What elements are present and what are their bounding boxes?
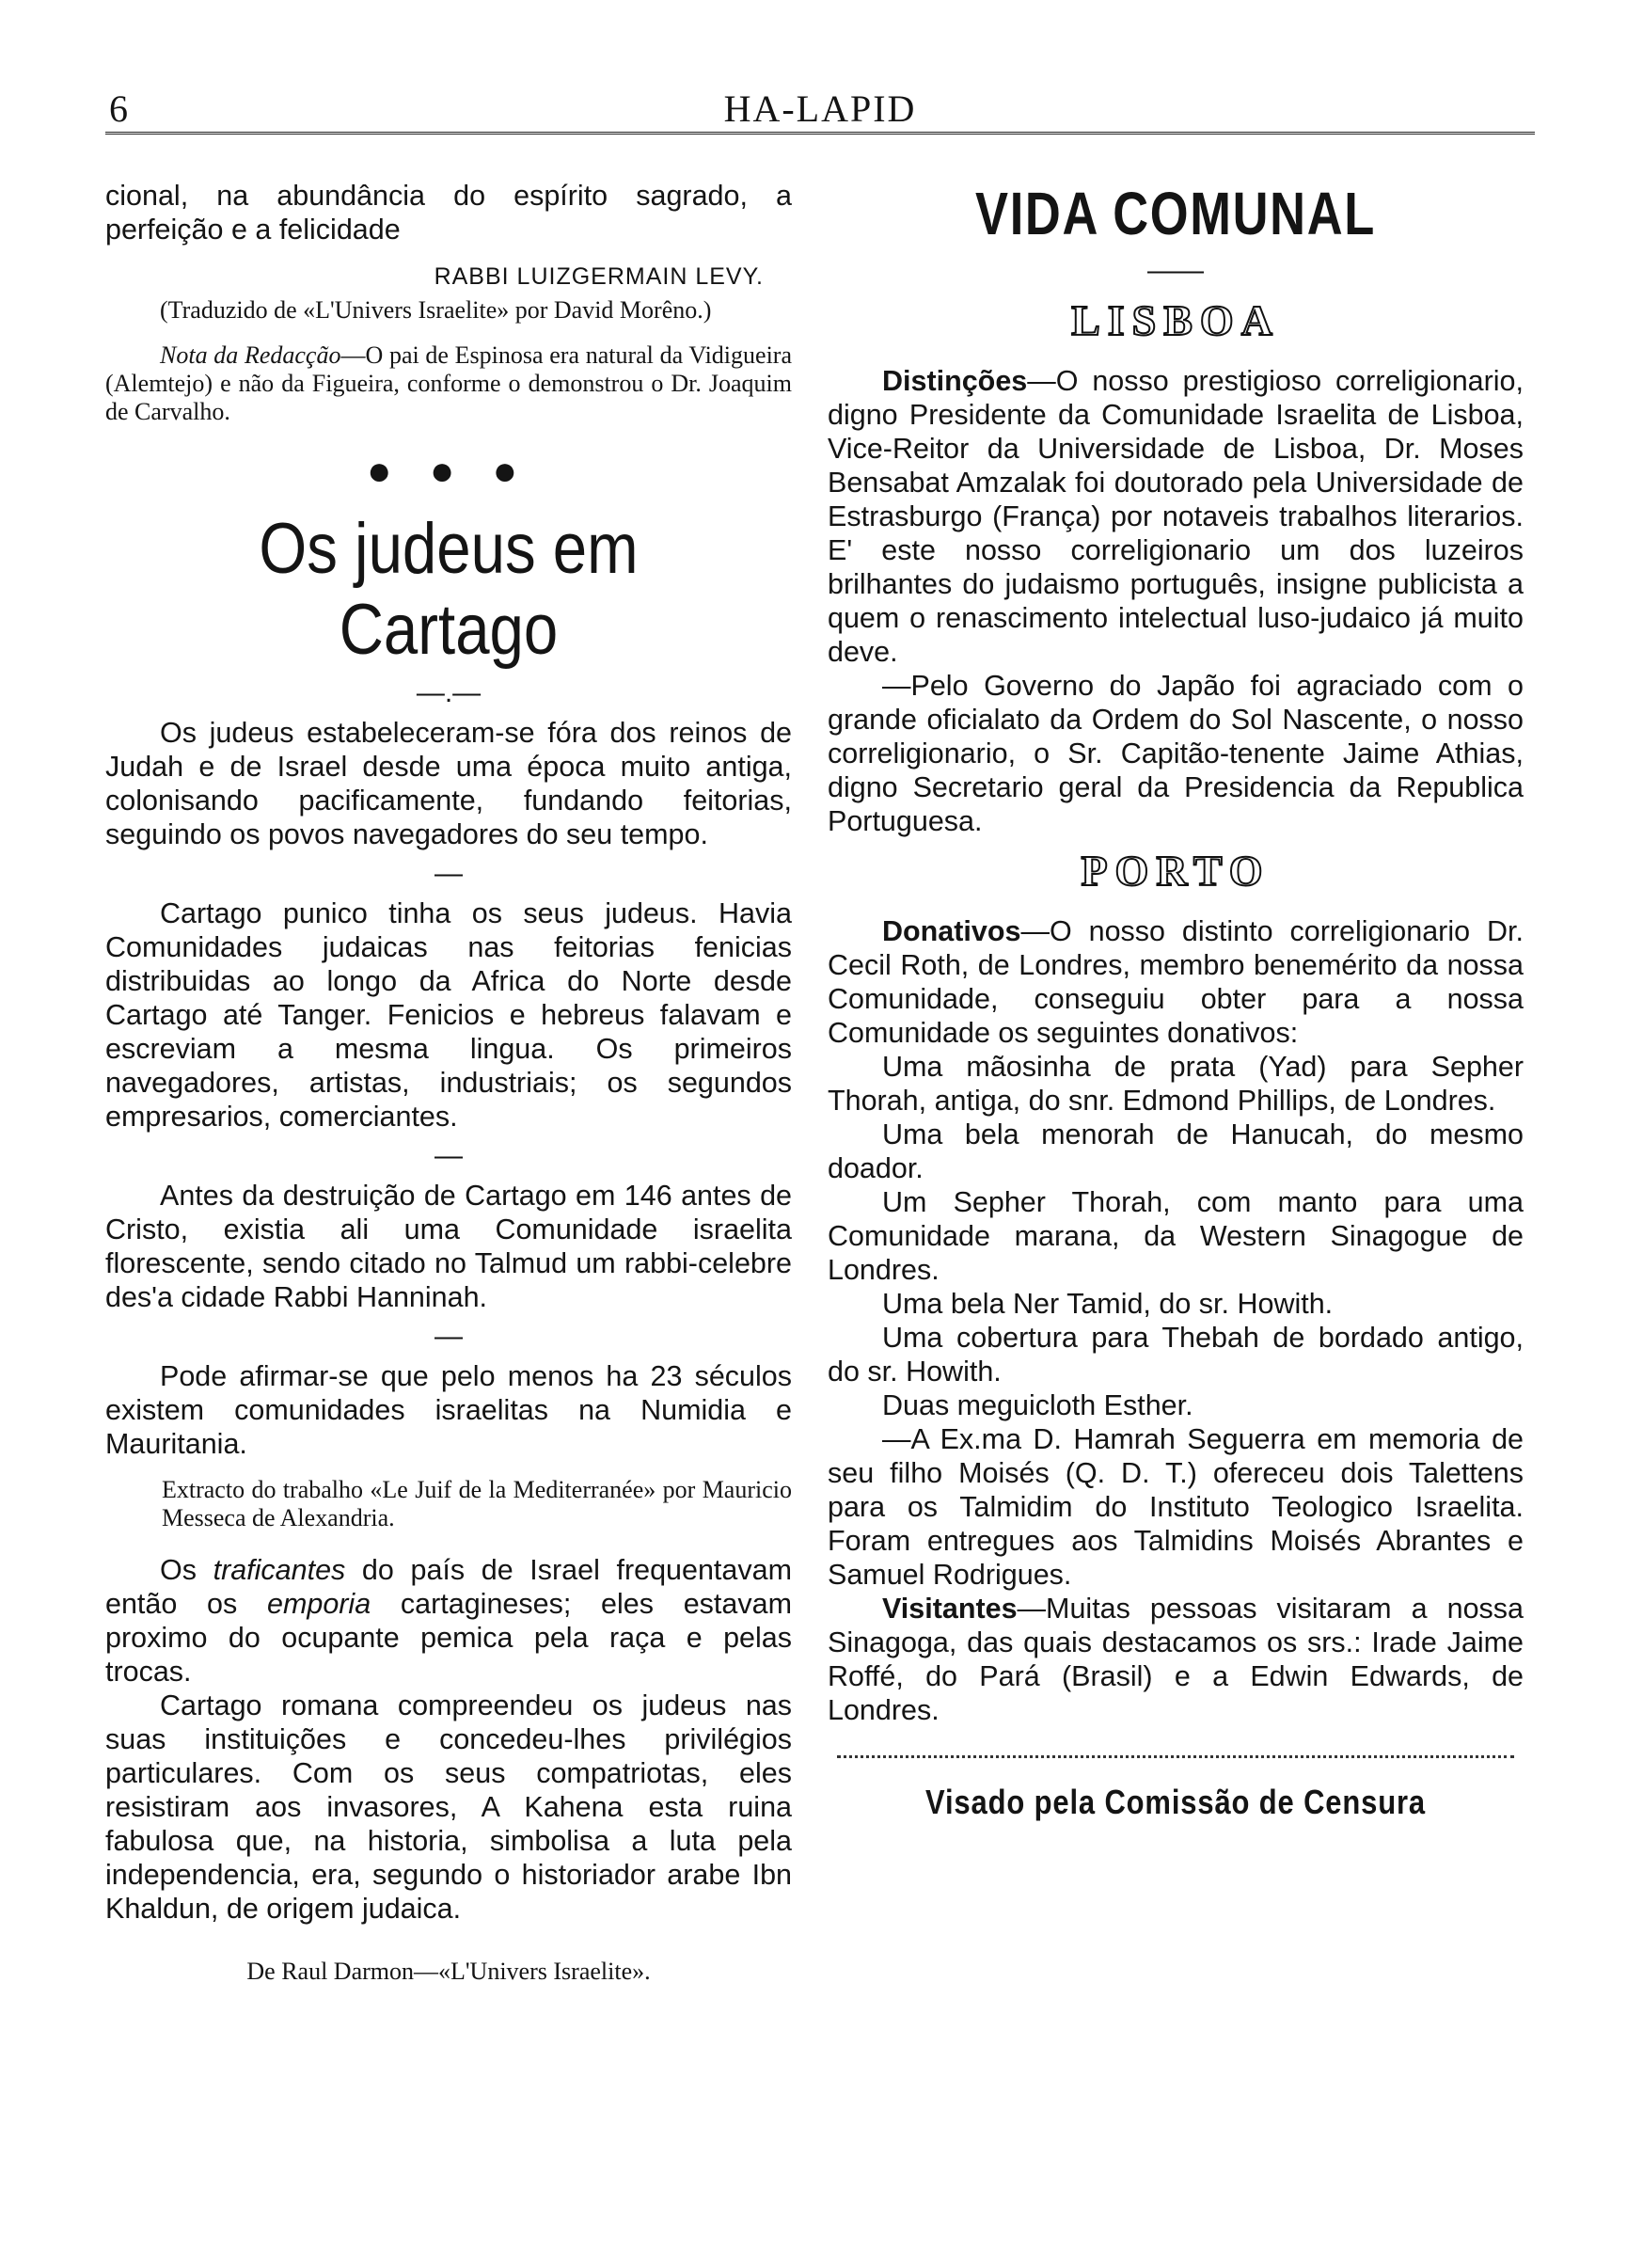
lisboa-paragraph-1: Distinções—O nosso prestigioso correligionario, digno Presidente da Comunidade Israelita de Lisboa, Vice-Reitor da Universidade de Lisboa, Dr. Moses Bensabat Amzalak foi doutorado pela Universidade de Estrasburgo (França) por notaveis trabalhos literarios. E' este nosso correligionario um dos luzeiros brilhantes do judaismo português, insigne publicista a quem o renascimento intelectual luso-judaico já muito deve. <box>828 365 1524 668</box>
donation-item: Um Sepher Thorah, com manto para uma Comunidade marana, da Western Sinagogue de Londres. <box>828 1186 1524 1286</box>
lisboa-paragraph-2: —Pelo Governo do Japão foi agraciado com o grande oficialato da Ordem do Sol Nascente, o nosso correligionario, o Sr. Capitão-tenente Jaime Athias, digno Secretario geral da Presidencia da Republica Portuguesa. <box>828 670 1524 837</box>
emphasis-emporia: emporia <box>266 1588 371 1620</box>
article-paragraph-1: Os judeus estabeleceram-se fóra dos reinos de Judah e de Israel desde uma época muito antiga, colonisando pacificamente, fundando feitorias, seguindo os povos navegadores do seu tempo. <box>105 717 792 850</box>
article-paragraph-2: Cartago punico tinha os seus judeus. Havia Comunidades judaicas nas feitorias fenicias distribuidas ao longo da Africa do Norte desde Cartago até Tanger. Fenicios e hebreus falavam e escreviam a mesma lingua. Os primeiros navegadores, artistas, industriais; os segundos empresarios, comerciantes. <box>105 897 792 1133</box>
porto-paragraph-1: Donativos—O nosso distinto correligionario Dr. Cecil Roth, de Londres, membro benemérito da nossa Comunidade, conseguiu obter para a nossa Comunidade os seguintes donativos: <box>828 915 1524 1049</box>
section-separator: ● ● ● <box>366 448 531 494</box>
editor-note-text: —O pai de Espinosa era natural da Vidigueira (Alemtejo) e não da Figueira, conforme o demonstrou o Dr. Joaquim de Carvalho. <box>105 341 792 425</box>
intro-paragraph: cional, na abundância do espírito sagrado, a perfeição e a felicidade <box>105 180 792 246</box>
divider: —— <box>1147 255 1204 286</box>
visitors-paragraph: Visitantes—Muitas pessoas visitaram a nossa Sinagoga, das quais destacamos os srs.: Irade Jaime Roffé, do Pará (Brasil) e a Edwin Edwards, de Londres. <box>828 1593 1524 1726</box>
donation-item: Duas meguicloth Esther. <box>882 1389 1193 1421</box>
translation-credit: (Traduzido de «L'Univers Israelite» por David Morêno.) <box>160 296 712 324</box>
author-signature: RABBI LUIZGERMAIN LEVY. <box>434 263 764 290</box>
porto-paragraph-2: —A Ex.ma D. Hamrah Seguerra em memoria de seu filho Moisés (Q. D. T.) ofereceu dois Talettens para os Talmidim do Instituto Teologico Israelita. Foram entregues aos Talmidins Moisés Abrantes e Samuel Rodrigues. <box>828 1423 1524 1591</box>
divider: — <box>434 858 463 889</box>
article-paragraph-5: Os traficantes do país de Israel frequentavam então os emporia cartagineses; eles estavam proximo do ocupante pemica pela raça e pelas trocas. <box>105 1554 792 1688</box>
donation-item: Uma bela Ner Tamid, do sr. Howith. <box>882 1288 1334 1320</box>
page-number: 6 <box>109 87 128 130</box>
divider: — <box>434 1321 463 1352</box>
donation-item: Uma cobertura para Thebah de bordado antigo, do sr. Howith. <box>828 1322 1524 1388</box>
article-paragraph-3: Antes da destruição de Cartago em 146 antes de Cristo, existia ali uma Comunidade israelita florescente, sendo citado no Talmud um rabbi-celebre des'a cidade Rabbi Hanninah. <box>105 1180 792 1313</box>
article-byline: De Raul Darmon—«L'Univers Israelite». <box>246 1958 651 1985</box>
article-paragraph-4: Pode afirmar-se que pelo menos ha 23 séculos existem comunidades israelitas na Numidia e Mauritania. <box>105 1360 792 1460</box>
donation-item: Uma mãosinha de prata (Yad) para Sepher Thorah, antiga, do snr. Edmond Phillips, de Londres. <box>828 1051 1524 1117</box>
lead-distincoes: Distinções <box>882 365 1028 397</box>
dotted-rule <box>837 1755 1514 1758</box>
city-heading-lisboa: LISBOA <box>1071 296 1280 344</box>
article-paragraph-6: Cartago romana compreendeu os judeus nas suas instituições e concedeu-lhes privilégios particulares. Com os seus compatriotas, eles resistiram aos invasores, A Kahena esta ruina fabulosa que, na historia, simbolisa a luta pela independencia, era, segundo o historiador arabe Ibn Khaldun, de origem judaica. <box>105 1689 792 1925</box>
divider: — <box>434 1140 463 1171</box>
article-title: Os judeus em Cartago <box>259 509 639 670</box>
emphasis-traficantes: traficantes <box>213 1554 346 1586</box>
censorship-note: Visado pela Comissão de Censura <box>925 1783 1426 1821</box>
left-column <box>105 179 792 1986</box>
editor-note <box>105 341 792 426</box>
city-heading-porto: PORTO <box>1081 847 1271 895</box>
right-column <box>828 179 1524 1822</box>
extract-credit: Extracto do trabalho «Le Juif de la Mediterranée» por Mauricio Messeca de Alexandria. <box>162 1476 792 1531</box>
divider: —.— <box>416 677 482 708</box>
lead-visitantes: Visitantes <box>882 1593 1018 1625</box>
donation-item: Uma bela menorah de Hanucah, do mesmo doador. <box>828 1118 1524 1184</box>
lead-donativos: Donativos <box>882 915 1021 947</box>
section-title: VIDA COMUNAL <box>975 180 1376 247</box>
header-rule <box>105 132 1535 135</box>
editor-note-label: Nota da Redacção <box>160 341 341 369</box>
running-title: HA-LAPID <box>723 87 917 130</box>
